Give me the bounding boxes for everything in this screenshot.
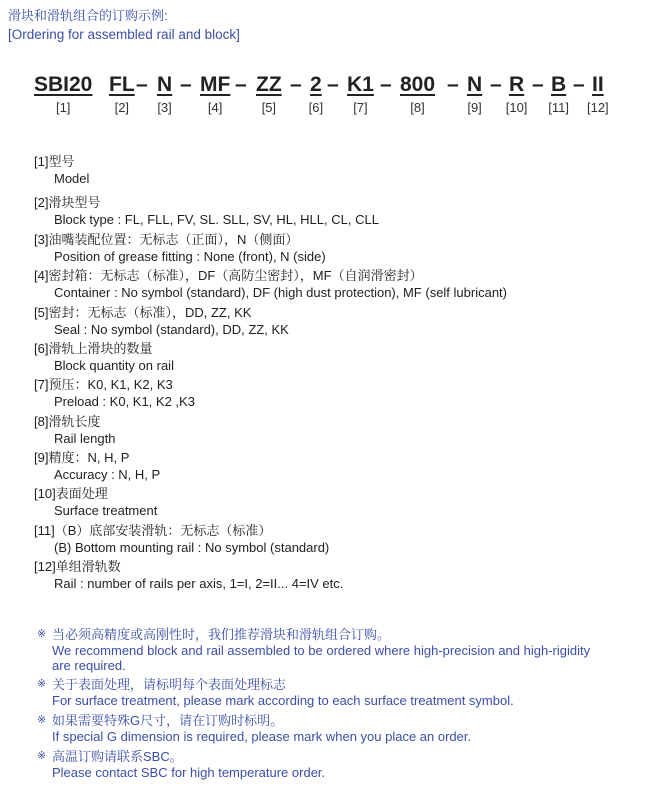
code-separator: – <box>532 73 544 96</box>
code-segment-accuracy: N [9] <box>467 73 483 115</box>
item-bottom-mounting: [11]（B）底部安装滑轨：无标志（标准） (B) Bottom mounting rail : No symbol (standard) <box>34 523 330 555</box>
code-separator: – <box>490 73 502 96</box>
asterisk-icon: ※ <box>37 750 47 762</box>
code-segment-model: SBI20 [1] <box>34 73 93 115</box>
asterisk-icon: ※ <box>37 678 47 690</box>
code-segment-block-type: FL [2] <box>109 73 135 115</box>
code-separator: – <box>290 73 302 96</box>
note: ※ 关于表面处理，请标明每个表面处理标志 For surface treatment, please mark according to each surface treatment symbol. <box>37 677 514 708</box>
code-segment-preload: K1 [7] <box>347 73 374 115</box>
code-separator: – <box>447 73 459 96</box>
item-container: [4]密封箱：无标志（标准），DF（高防尘密封），MF（自润滑密封） Container : No symbol (standard), DF (high dust protection), MF (self lubricant) <box>34 268 508 300</box>
code-segment-container: MF [4] <box>200 73 231 115</box>
code-separator: – <box>573 73 585 96</box>
code-separator: – <box>327 73 339 96</box>
code-segment-rails: II [12] <box>586 73 609 115</box>
note: ※ 如果需要特殊G尺寸，请在订购时标明。 If special G dimension is required, please mark when you place an order. <box>37 713 472 744</box>
code-segment-seal: ZZ [5] <box>256 73 282 115</box>
code-segment-surface: R [10] <box>505 73 528 115</box>
item-seal: [5]密封：无标志（标准），DD, ZZ, KK Seal : No symbol (standard), DD, ZZ, KK <box>34 305 289 337</box>
asterisk-icon: ※ <box>37 714 47 726</box>
note: ※ 高温订购请联系SBC。 Please contact SBC for high temperature order. <box>37 749 326 780</box>
code-segment-length: 800 [8] <box>400 73 436 115</box>
item-model: [1]型号 Model <box>34 154 90 186</box>
code-separator: – <box>180 73 192 96</box>
code-segment-quantity: 2 [6] <box>308 73 324 115</box>
header-title-en: [Ordering for assembled rail and block] <box>8 27 240 42</box>
item-surface-treatment: [10]表面处理 Surface treatment <box>34 486 158 518</box>
code-segment-grease: N [3] <box>157 73 173 115</box>
item-block-type: [2]滑块型号 Block type : FL, FLL, FV, SL. SLL, SV, HL, HLL, CL, CLL <box>34 195 379 227</box>
code-separator: – <box>235 73 247 96</box>
item-preload: [7]预压：K0, K1, K2, K3 Preload : K0, K1, K2 ,K3 <box>34 377 195 409</box>
code-segment-bottom-mount: B [11] <box>548 73 569 115</box>
item-accuracy: [9]精度：N, H, P Accuracy : N, H, P <box>34 450 161 482</box>
item-block-quantity: [6]滑轨上滑块的数量 Block quantity on rail <box>34 341 174 373</box>
code-separator: – <box>136 73 148 96</box>
asterisk-icon: ※ <box>37 628 47 640</box>
code-separator: – <box>380 73 392 96</box>
item-rail-length: [8]滑轨长度 Rail length <box>34 414 116 446</box>
note: ※ 当必须高精度或高刚性时，我们推荐滑块和滑轨组合订购。 We recommend block and rail assembled to be ordered where high-precision and high-rigidity are required. <box>37 627 591 673</box>
header-title-cn: 滑块和滑轨组合的订购示例: <box>8 8 168 23</box>
item-rails-per-axis: [12]单组滑轨数 Rail : number of rails per axis, 1=I, 2=II... 4=IV etc. <box>34 559 344 591</box>
item-grease-position: [3]油嘴装配位置：无标志（正面），N（侧面） Position of grease fitting : None (front), N (side) <box>34 232 326 264</box>
